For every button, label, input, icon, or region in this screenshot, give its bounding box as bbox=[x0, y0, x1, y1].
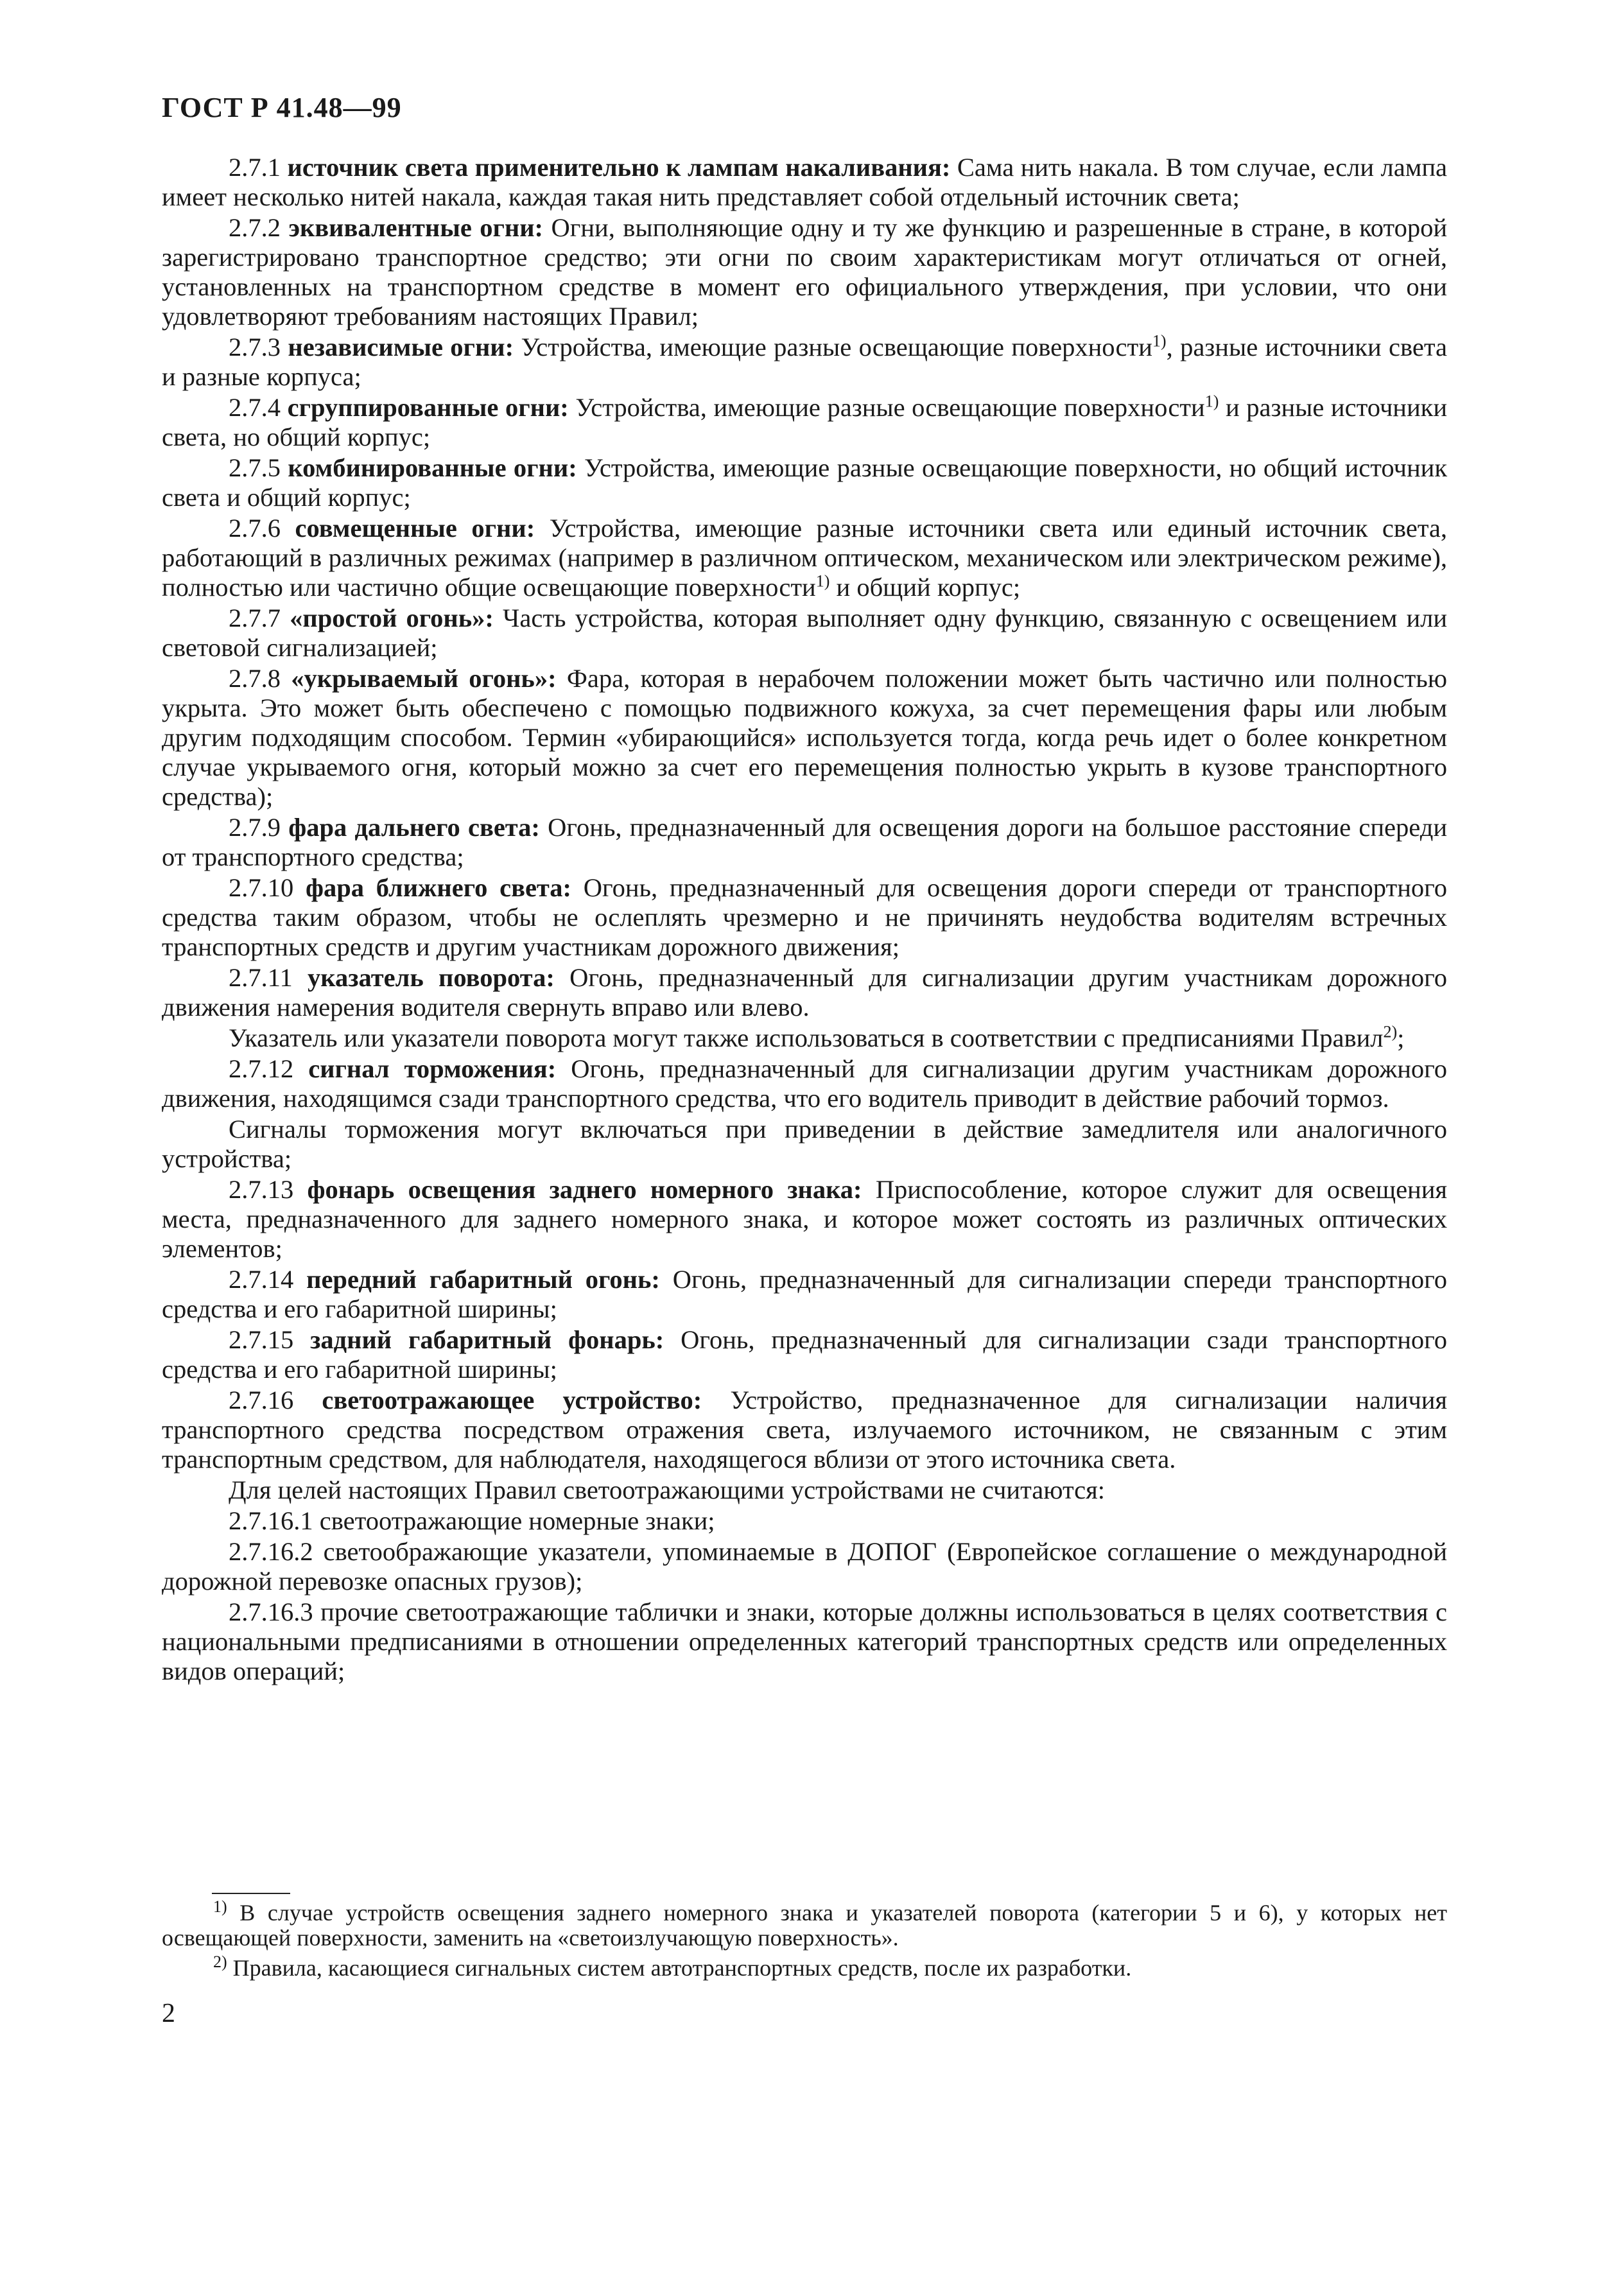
footnote-reference: 1) bbox=[815, 571, 830, 591]
clause-number: 2.7.13 bbox=[229, 1175, 294, 1204]
clause-2-7-13 bbox=[162, 1175, 1447, 1264]
footnote-reference: 1) bbox=[1152, 331, 1167, 351]
clause-text: Устройства, имеющие разные источники света или единый источник света, работающий в различных режимах (например в различном оптическом, механическом или электрическом режиме), полностью или частично общие освещающие поверхности bbox=[162, 514, 1448, 602]
clause-number: 2.7.8 bbox=[229, 664, 281, 693]
clause-2-7-2 bbox=[162, 213, 1447, 331]
clause-text: Устройство, предназначенное для сигнализации наличия транспортного средства посредством отражения света, излучаемого источником, не связанным с этим транспортным средством, для наблюдателя, находящегося вблизи от этого источника света. bbox=[162, 1386, 1448, 1474]
clause-number: 2.7.15 bbox=[229, 1325, 294, 1354]
clause-2-7-16 bbox=[162, 1386, 1447, 1474]
clause-term: фара ближнего света: bbox=[305, 873, 572, 902]
clause-number: 2.7.10 bbox=[229, 873, 294, 902]
clause-text: Огонь, предназначенный для сигнализации другим участникам дорожного движения, находящимся сзади транспортного средства, что его водитель приводит в действие рабочий тормоз. bbox=[162, 1054, 1448, 1113]
clause-term: указатель поворота: bbox=[308, 963, 555, 992]
clause-2-7-3 bbox=[162, 333, 1447, 392]
clause-number: 2.7.3 bbox=[229, 333, 281, 361]
clause-text: Часть устройства, которая выполняет одну функцию, связанную с освещением или световой сигнализацией; bbox=[162, 604, 1448, 662]
clause-2-7-11 bbox=[162, 963, 1447, 1022]
clause-text: Приспособление, которое служит для освещения места, предназначенного для заднего номерного знака, и которое может состоять из различных оптических элементов; bbox=[162, 1175, 1448, 1263]
clause-number: 2.7.5 bbox=[229, 453, 281, 482]
clause-number: 2.7.16.3 bbox=[229, 1597, 313, 1626]
document-body bbox=[162, 153, 1447, 1687]
clause-number: 2.7.11 bbox=[229, 963, 293, 992]
clause-number: 2.7.1 bbox=[229, 153, 281, 182]
clause-term: сгруппированные огни: bbox=[287, 393, 569, 422]
clause-number: 2.7.16.2 bbox=[229, 1537, 313, 1566]
clause-2-7-9 bbox=[162, 813, 1447, 872]
clause-term: источник света применительно к лампам накаливания: bbox=[287, 153, 951, 182]
clause-number: 2.7.12 bbox=[229, 1054, 294, 1083]
clause-term: совмещенные огни: bbox=[295, 514, 535, 543]
clause-number: 2.7.14 bbox=[229, 1265, 294, 1294]
clause-text: Огонь, предназначенный для сигнализации спереди транспортного средства и его габаритной ширины; bbox=[162, 1265, 1448, 1323]
clause-term: сигнал торможения: bbox=[308, 1054, 557, 1083]
clause-2-7-1 bbox=[162, 153, 1447, 212]
paragraph-not-reflex-devices bbox=[162, 1475, 1447, 1505]
clause-2-7-16-3 bbox=[162, 1597, 1447, 1686]
clause-term: светоотражающее устройство: bbox=[322, 1386, 702, 1414]
footnote-text: Правила, касающиеся сигнальных систем автотранспортных средств, после их разработки. bbox=[232, 1955, 1132, 1981]
paragraph-turn-indicators-note bbox=[162, 1023, 1447, 1053]
clause-text: Устройства, имеющие разные освещающие поверхности bbox=[575, 393, 1205, 422]
clause-term: эквивалентные огни: bbox=[288, 213, 544, 242]
page-number: 2 bbox=[162, 1999, 175, 2028]
clause-number: 2.7.6 bbox=[229, 514, 281, 543]
footnote-1 bbox=[162, 1897, 1448, 1951]
clause-number: 2.7.2 bbox=[229, 213, 281, 242]
footnote-separator bbox=[212, 1893, 290, 1894]
clause-number: 2.7.4 bbox=[229, 393, 281, 422]
clause-2-7-8 bbox=[162, 664, 1447, 812]
clause-text: Огонь, предназначенный для сигнализации сзади транспортного средства и его габаритной ширины; bbox=[162, 1325, 1448, 1384]
clause-text: Огонь, предназначенный для освещения дороги спереди от транспортного средства таким образом, чтобы не ослеплять чрезмерно и не причинять неудобства водителям встречных транспортных средств и другим участникам дорожного движения; bbox=[162, 873, 1447, 961]
clause-2-7-16-1 bbox=[162, 1506, 1447, 1536]
footnote-2 bbox=[162, 1952, 1447, 1981]
clause-2-7-7 bbox=[162, 604, 1447, 663]
clause-term: «укрываемый огонь»: bbox=[291, 664, 557, 693]
footnotes bbox=[162, 1897, 1448, 1986]
clause-text: Фара, которая в нерабочем положении может быть частично или полностью укрыта. Это может быть обеспечено с помощью подвижного кожуха, за счет перемещения фары или любым другим подходящим способом. Термин «убирающийся» используется тогда, когда речь идет о более конкретном случае укрываемого огня, который можно за счет его перемещения полностью укрыть в кузове транспортного средства); bbox=[162, 664, 1448, 811]
footnote-reference: 1) bbox=[1204, 392, 1219, 411]
clause-2-7-15 bbox=[162, 1325, 1447, 1384]
paragraph-text: Сигналы торможения могут включаться при приведении в действие замедлителя или аналогичного устройства; bbox=[162, 1115, 1447, 1173]
clause-number: 2.7.16.1 bbox=[229, 1506, 313, 1535]
clause-term: передний габаритный огонь: bbox=[306, 1265, 660, 1294]
clause-text-tail: , разные источники света и разные корпуса; bbox=[162, 333, 1448, 391]
clause-term: фара дальнего света: bbox=[288, 813, 540, 842]
clause-2-7-10 bbox=[162, 873, 1447, 962]
clause-2-7-4 bbox=[162, 393, 1447, 452]
footnote-text: В случае устройств освещения заднего номерного знака и указателей поворота (категории 5 и 6), у которых нет освещающей поверхности, заменить на «светоизлучающую поверхность». bbox=[162, 1900, 1448, 1951]
clause-text: Сама нить накала. В том случае, если лампа имеет несколько нитей накала, каждая такая нить представляет собой отдельный источник света; bbox=[162, 153, 1448, 211]
paragraph-text: Указатель или указатели поворота могут также использоваться в соответствии с предписаниями Правил bbox=[229, 1023, 1384, 1052]
clause-text: Огни, выполняющие одну и ту же функцию и разрешенные в стране, в которой зарегистрировано транспортное средство; эти огни по своим характеристикам могут отличаться от огней, установленных на транспортном средстве в момент его официального утверждения, при условии, что они удовлетворяют требованиям настоящих Правил; bbox=[162, 213, 1448, 331]
clause-number: 2.7.7 bbox=[229, 604, 281, 632]
paragraph-brake-signals-note bbox=[162, 1115, 1447, 1174]
footnote-mark: 2) bbox=[213, 1952, 227, 1971]
clause-term: комбинированные огни: bbox=[288, 453, 577, 482]
paragraph-text-tail: ; bbox=[1397, 1023, 1405, 1052]
clause-text: светоотражающие номерные знаки; bbox=[319, 1506, 715, 1535]
clause-text: Огонь, предназначенный для сигнализации другим участникам дорожного движения намерения водителя свернуть вправо или влево. bbox=[162, 963, 1447, 1022]
clause-text: Устройства, имеющие разные освещающие поверхности bbox=[521, 333, 1152, 361]
clause-text: прочие светоотражающие таблички и знаки, которые должны использоваться в целях соответствия с национальными предписаниями в отношении определенных категорий транспортных средств или определенных видов операций; bbox=[162, 1597, 1447, 1685]
clause-term: фонарь освещения заднего номерного знака: bbox=[307, 1175, 862, 1204]
footnote-mark: 1) bbox=[213, 1897, 227, 1916]
clause-2-7-12 bbox=[162, 1054, 1447, 1113]
paragraph-text: Для целей настоящих Правил светоотражающими устройствами не считаются: bbox=[229, 1475, 1106, 1504]
clause-2-7-14 bbox=[162, 1265, 1447, 1324]
clause-text: Огонь, предназначенный для освещения дороги на большое расстояние спереди от транспортного средства; bbox=[162, 813, 1448, 871]
document-header: ГОСТ Р 41.48—99 bbox=[162, 92, 402, 123]
clause-2-7-5 bbox=[162, 453, 1447, 512]
clause-number: 2.7.16 bbox=[229, 1386, 294, 1414]
clause-text: светоображающие указатели, упоминаемые в ДОПОГ (Европейское соглашение о международной дорожной перевозке опасных грузов); bbox=[162, 1537, 1448, 1596]
clause-text: Устройства, имеющие разные освещающие поверхности, но общий источник света и общий корпус; bbox=[162, 453, 1448, 512]
clause-2-7-6 bbox=[162, 514, 1447, 602]
footnote-reference: 2) bbox=[1383, 1022, 1398, 1041]
clause-term: независимые огни: bbox=[288, 333, 514, 361]
clause-term: «простой огонь»: bbox=[290, 604, 494, 632]
clause-term: задний габаритный фонарь: bbox=[310, 1325, 664, 1354]
clause-number: 2.7.9 bbox=[229, 813, 281, 842]
clause-text-tail: и общий корпус; bbox=[829, 573, 1021, 602]
clause-text-tail: и разные источники света, но общий корпус; bbox=[162, 393, 1448, 451]
clause-2-7-16-2 bbox=[162, 1537, 1447, 1596]
